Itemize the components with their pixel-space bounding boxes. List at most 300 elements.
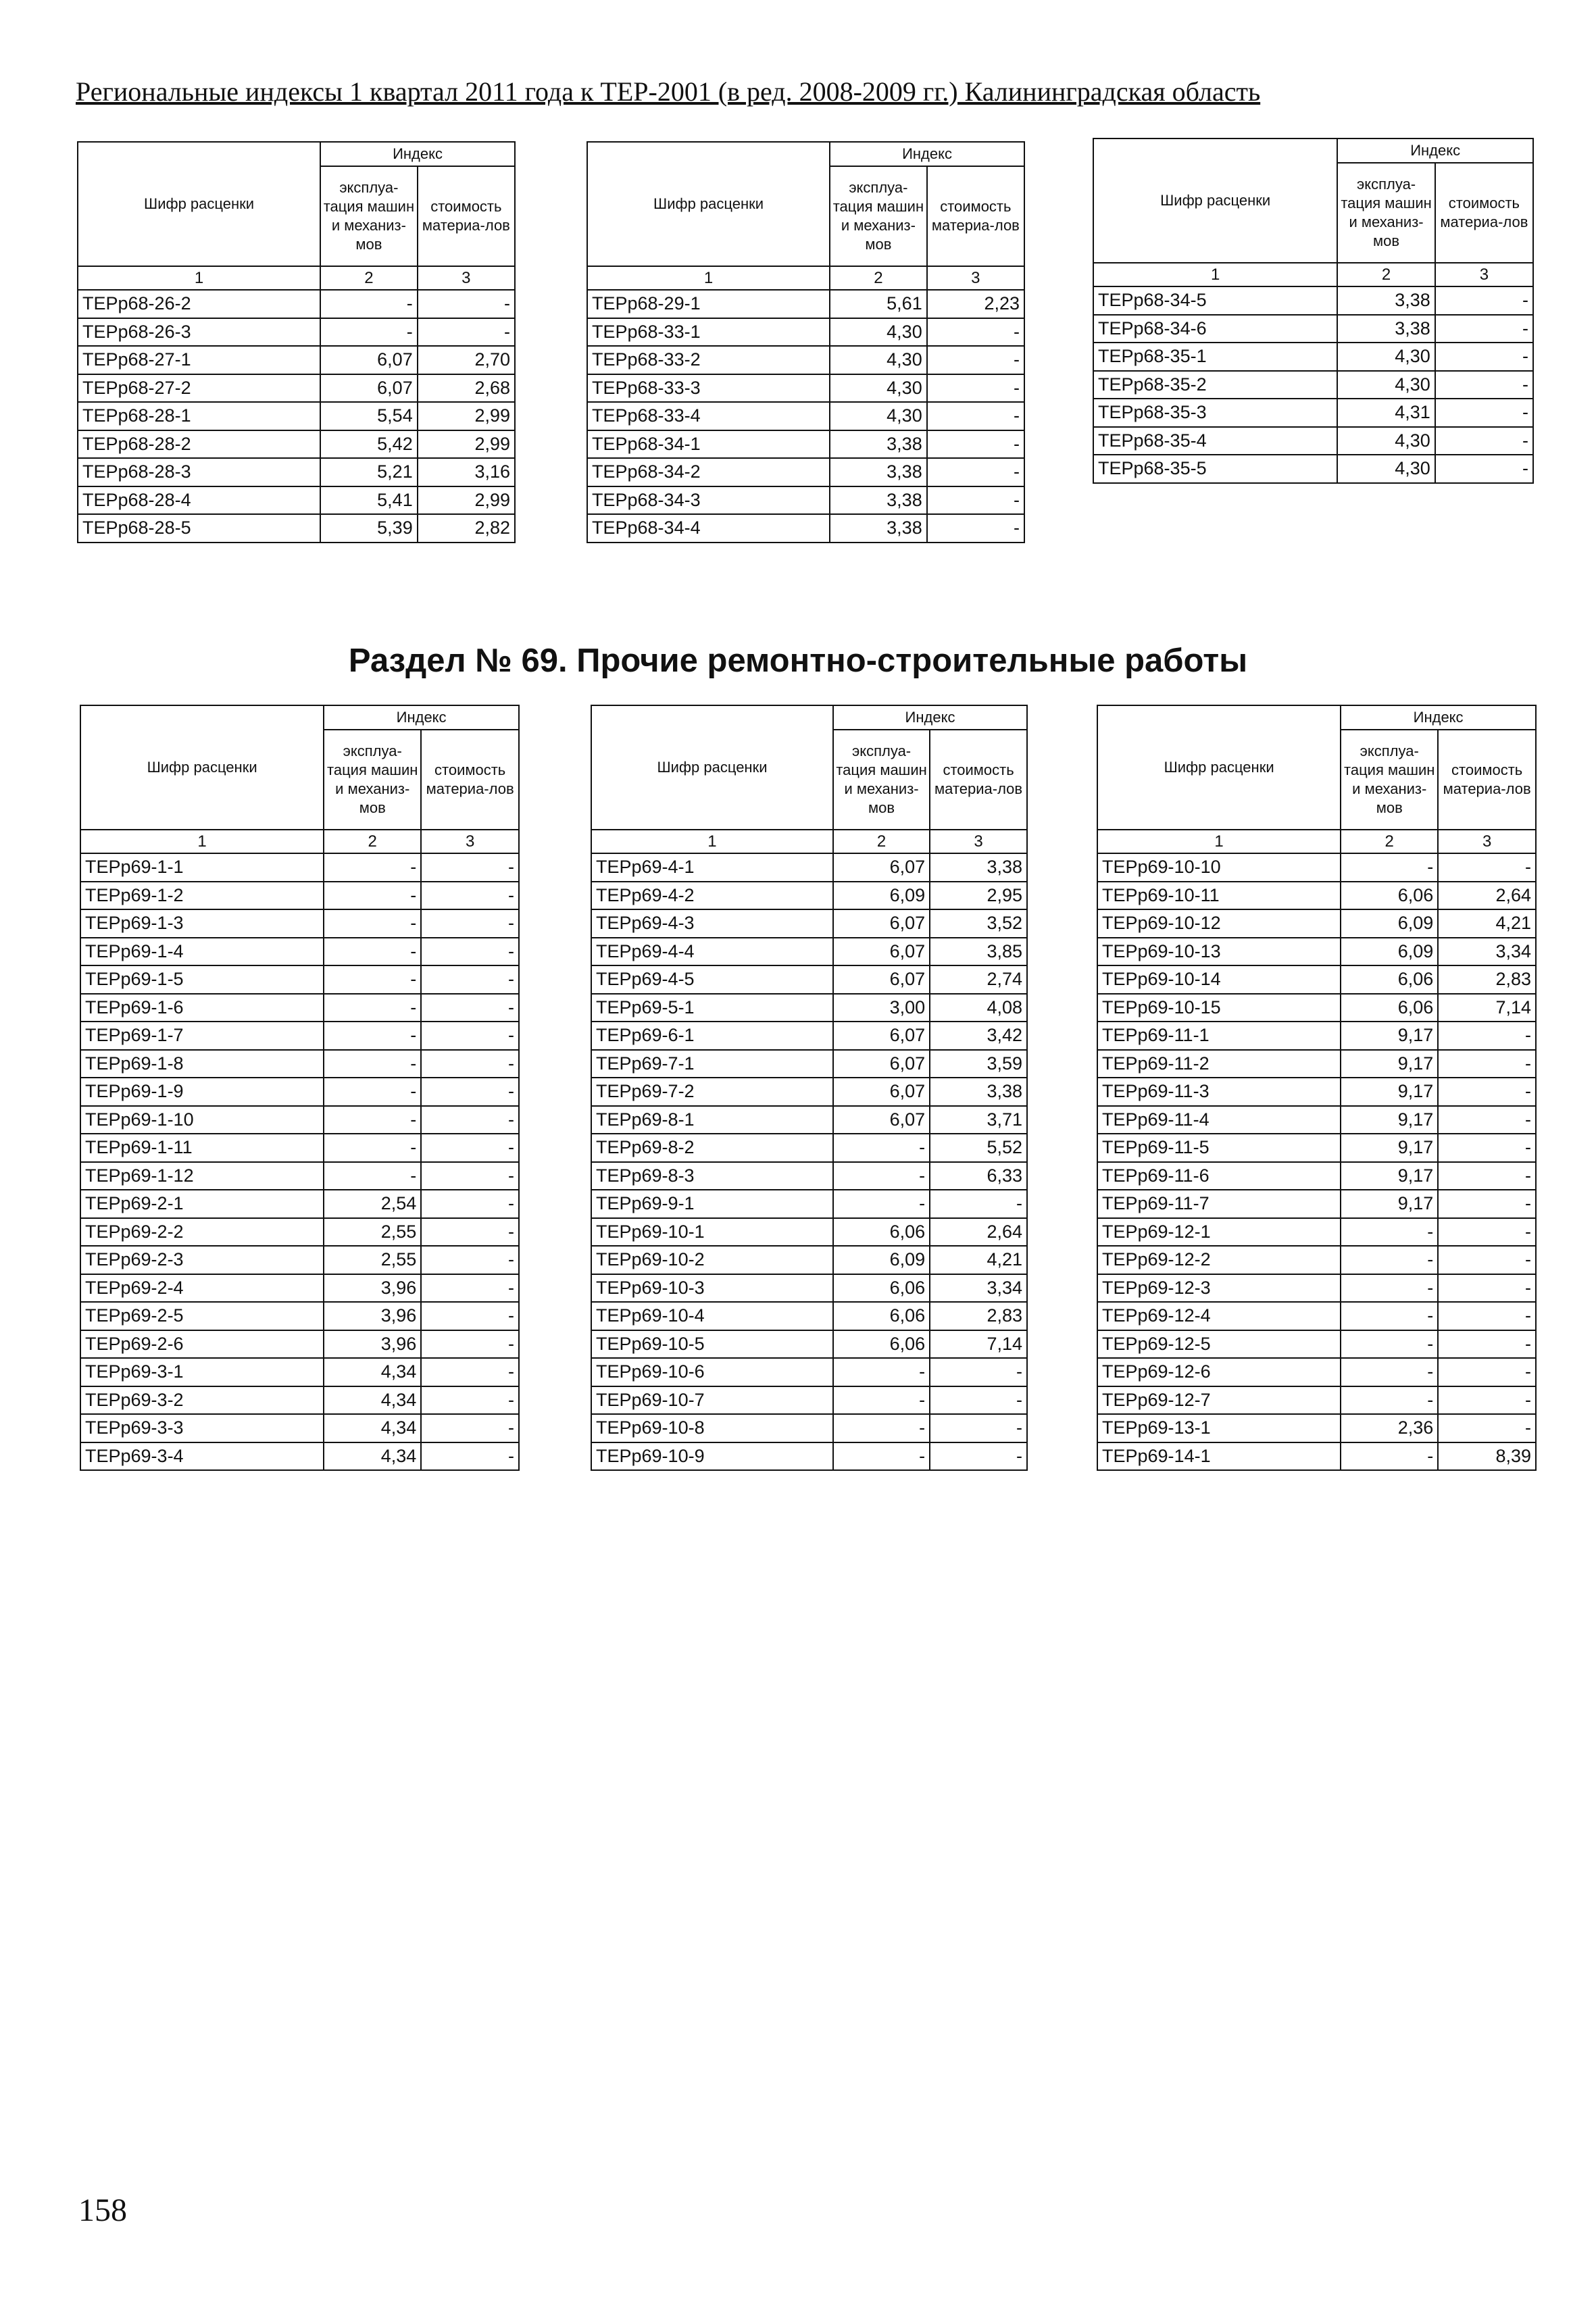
- rate-code-cell: ТЕРр69-10-14: [1097, 965, 1341, 994]
- index-group-header: Индекс: [833, 705, 1027, 730]
- materials-index-cell: -: [1438, 1414, 1536, 1442]
- machines-index-cell: -: [1341, 1302, 1438, 1330]
- table-row: [80, 1358, 519, 1386]
- table-row: [591, 1190, 1027, 1218]
- materials-index-cell: -: [421, 1162, 519, 1190]
- machines-index-cell: 9,17: [1341, 1078, 1438, 1106]
- rate-code-cell: ТЕРр69-11-7: [1097, 1190, 1341, 1218]
- materials-index-cell: 3,85: [930, 938, 1027, 966]
- code-column-header: Шифр расценки: [587, 142, 830, 266]
- rate-code-cell: ТЕРр68-33-2: [587, 346, 830, 374]
- rate-code-cell: ТЕРр69-12-3: [1097, 1274, 1341, 1303]
- table-row: [591, 1358, 1027, 1386]
- rate-code-cell: ТЕРр69-1-4: [80, 938, 324, 966]
- materials-index-cell: 2,64: [1438, 882, 1536, 910]
- column-number: 3: [1438, 830, 1536, 853]
- rate-code-cell: ТЕРр69-11-2: [1097, 1050, 1341, 1078]
- rate-code-cell: ТЕРр68-34-6: [1093, 315, 1337, 343]
- machines-index-cell: -: [833, 1358, 930, 1386]
- materials-column-header: стоимость материа-лов: [421, 730, 519, 830]
- table-row: [1097, 1162, 1536, 1190]
- rate-code-cell: ТЕРр69-10-10: [1097, 853, 1341, 882]
- machines-index-cell: 3,96: [324, 1330, 421, 1359]
- column-number: 2: [324, 830, 421, 853]
- rate-code-cell: ТЕРр68-29-1: [587, 290, 830, 318]
- materials-index-cell: -: [1438, 1162, 1536, 1190]
- rate-code-cell: ТЕРр69-1-12: [80, 1162, 324, 1190]
- rate-code-cell: ТЕРр69-1-10: [80, 1106, 324, 1134]
- table-row: [1097, 1330, 1536, 1359]
- materials-index-cell: -: [1438, 1358, 1536, 1386]
- machines-index-cell: 9,17: [1341, 1022, 1438, 1050]
- rate-code-cell: ТЕРр68-33-3: [587, 374, 830, 403]
- table-row: [591, 882, 1027, 910]
- index-table-69-a: [80, 705, 520, 1471]
- rate-code-cell: ТЕРр69-4-1: [591, 853, 833, 882]
- materials-index-cell: -: [930, 1386, 1027, 1415]
- materials-index-cell: 4,08: [930, 994, 1027, 1022]
- rate-code-cell: ТЕРр69-10-8: [591, 1414, 833, 1442]
- machines-index-cell: 4,34: [324, 1386, 421, 1415]
- table-row: [1093, 399, 1533, 427]
- rate-code-cell: ТЕРр69-3-4: [80, 1442, 324, 1471]
- materials-index-cell: -: [421, 1134, 519, 1162]
- materials-index-cell: -: [1438, 1050, 1536, 1078]
- rate-code-cell: ТЕРр69-4-5: [591, 965, 833, 994]
- materials-index-cell: -: [421, 1414, 519, 1442]
- machines-index-cell: 6,07: [833, 909, 930, 938]
- table-row: [591, 1078, 1027, 1106]
- materials-index-cell: 3,42: [930, 1022, 1027, 1050]
- table-row: [587, 290, 1024, 318]
- machines-index-cell: 5,21: [320, 458, 418, 486]
- rate-code-cell: ТЕРр69-10-15: [1097, 994, 1341, 1022]
- materials-index-cell: -: [421, 1106, 519, 1134]
- materials-column-header: стоимость материа-лов: [418, 166, 515, 266]
- index-table-69-b: [591, 705, 1028, 1471]
- materials-index-cell: 5,52: [930, 1134, 1027, 1162]
- rate-code-cell: ТЕРр69-3-2: [80, 1386, 324, 1415]
- materials-index-cell: -: [1438, 1246, 1536, 1274]
- table-row: [591, 1022, 1027, 1050]
- column-number: 2: [833, 830, 930, 853]
- table-row: [78, 458, 515, 486]
- machines-index-cell: -: [1341, 1218, 1438, 1247]
- table-row: [1097, 1386, 1536, 1415]
- machines-index-cell: 5,41: [320, 486, 418, 515]
- table-row: [80, 1190, 519, 1218]
- materials-column-header: стоимость материа-лов: [927, 166, 1024, 266]
- machines-index-cell: -: [1341, 1330, 1438, 1359]
- table-row: [587, 318, 1024, 347]
- machines-index-cell: 5,39: [320, 514, 418, 543]
- table-row: [587, 374, 1024, 403]
- rate-code-cell: ТЕРр68-34-3: [587, 486, 830, 515]
- materials-index-cell: -: [418, 318, 515, 347]
- machines-index-cell: 6,07: [833, 965, 930, 994]
- table-row: [1097, 994, 1536, 1022]
- column-number: 2: [1337, 263, 1435, 286]
- rate-code-cell: ТЕРр69-1-7: [80, 1022, 324, 1050]
- materials-index-cell: 3,34: [1438, 938, 1536, 966]
- materials-index-cell: -: [927, 374, 1024, 403]
- table-row: [78, 346, 515, 374]
- column-number: 3: [418, 266, 515, 290]
- table-row: [1097, 882, 1536, 910]
- materials-index-cell: 2,82: [418, 514, 515, 543]
- rate-code-cell: ТЕРр69-11-6: [1097, 1162, 1341, 1190]
- materials-index-cell: -: [1435, 399, 1533, 427]
- table-row: [1097, 938, 1536, 966]
- rate-code-cell: ТЕРр69-10-6: [591, 1358, 833, 1386]
- materials-index-cell: 3,38: [930, 1078, 1027, 1106]
- page-number: 158: [78, 2192, 127, 2228]
- materials-index-cell: -: [1435, 343, 1533, 371]
- table-row: [1097, 1302, 1536, 1330]
- column-number: 3: [1435, 263, 1533, 286]
- rate-code-cell: ТЕРр69-10-9: [591, 1442, 833, 1471]
- table-row: [1097, 1022, 1536, 1050]
- machines-index-cell: 5,61: [830, 290, 927, 318]
- materials-index-cell: 2,23: [927, 290, 1024, 318]
- machines-index-cell: -: [324, 1078, 421, 1106]
- materials-index-cell: -: [1438, 1078, 1536, 1106]
- index-group-header: Индекс: [830, 142, 1024, 166]
- machines-column-header: эксплуа-тация машин и механиз-мов: [833, 730, 930, 830]
- materials-index-cell: -: [421, 1302, 519, 1330]
- materials-index-cell: -: [421, 1330, 519, 1359]
- machines-column-header: эксплуа-тация машин и механиз-мов: [1341, 730, 1438, 830]
- materials-index-cell: 3,52: [930, 909, 1027, 938]
- machines-index-cell: -: [320, 318, 418, 347]
- table-row: [80, 909, 519, 938]
- rate-code-cell: ТЕРр69-11-4: [1097, 1106, 1341, 1134]
- column-number: 1: [591, 830, 833, 853]
- materials-index-cell: 3,16: [418, 458, 515, 486]
- machines-index-cell: -: [324, 1022, 421, 1050]
- table-row: [591, 1442, 1027, 1471]
- table-row: [80, 1442, 519, 1471]
- materials-index-cell: 2,83: [1438, 965, 1536, 994]
- table-row: [1093, 315, 1533, 343]
- materials-index-cell: 4,21: [930, 1246, 1027, 1274]
- materials-index-cell: 2,83: [930, 1302, 1027, 1330]
- rate-code-cell: ТЕРр68-35-3: [1093, 399, 1337, 427]
- materials-index-cell: -: [421, 882, 519, 910]
- machines-index-cell: 9,17: [1341, 1106, 1438, 1134]
- column-number: 1: [80, 830, 324, 853]
- table-row: [80, 938, 519, 966]
- machines-index-cell: 3,38: [830, 514, 927, 543]
- table-row: [1097, 1078, 1536, 1106]
- table-row: [591, 1414, 1027, 1442]
- rate-code-cell: ТЕРр69-1-2: [80, 882, 324, 910]
- column-number: 1: [587, 266, 830, 290]
- machines-index-cell: 3,38: [1337, 286, 1435, 315]
- rate-code-cell: ТЕРр69-3-3: [80, 1414, 324, 1442]
- machines-index-cell: -: [1341, 1358, 1438, 1386]
- column-number: 1: [1097, 830, 1341, 853]
- rate-code-cell: ТЕРр68-35-4: [1093, 427, 1337, 455]
- machines-index-cell: -: [1341, 1274, 1438, 1303]
- machines-index-cell: 4,30: [1337, 371, 1435, 399]
- materials-index-cell: -: [421, 1022, 519, 1050]
- machines-index-cell: -: [324, 994, 421, 1022]
- machines-index-cell: -: [320, 290, 418, 318]
- machines-index-cell: 3,96: [324, 1274, 421, 1303]
- index-table-68-a: [77, 141, 516, 543]
- rate-code-cell: ТЕРр69-10-3: [591, 1274, 833, 1303]
- table-row: [1097, 1134, 1536, 1162]
- table-row: [80, 1078, 519, 1106]
- table-row: [591, 965, 1027, 994]
- rate-code-cell: ТЕРр69-12-2: [1097, 1246, 1341, 1274]
- rate-code-cell: ТЕРр69-1-11: [80, 1134, 324, 1162]
- table-row: [1093, 427, 1533, 455]
- rate-code-cell: ТЕРр68-28-2: [78, 430, 320, 459]
- table-row: [78, 318, 515, 347]
- materials-index-cell: -: [1435, 286, 1533, 315]
- table-row: [587, 402, 1024, 430]
- materials-index-cell: 7,14: [1438, 994, 1536, 1022]
- materials-index-cell: 2,68: [418, 374, 515, 403]
- rate-code-cell: ТЕРр68-27-1: [78, 346, 320, 374]
- materials-index-cell: -: [1438, 1218, 1536, 1247]
- index-table-68-c: [1093, 138, 1534, 484]
- table-row: [80, 1302, 519, 1330]
- machines-index-cell: 3,38: [830, 430, 927, 459]
- machines-index-cell: 2,36: [1341, 1414, 1438, 1442]
- machines-column-header: эксплуа-тация машин и механиз-мов: [324, 730, 421, 830]
- machines-index-cell: 9,17: [1341, 1134, 1438, 1162]
- machines-index-cell: 3,38: [830, 486, 927, 515]
- machines-index-cell: 6,07: [833, 938, 930, 966]
- table-row: [1097, 1106, 1536, 1134]
- machines-index-cell: -: [833, 1162, 930, 1190]
- machines-index-cell: 6,07: [833, 1022, 930, 1050]
- rate-code-cell: ТЕРр69-11-5: [1097, 1134, 1341, 1162]
- table-row: [587, 486, 1024, 515]
- rate-code-cell: ТЕРр69-4-3: [591, 909, 833, 938]
- machines-index-cell: 6,07: [833, 1078, 930, 1106]
- rate-code-cell: ТЕРр68-35-1: [1093, 343, 1337, 371]
- rate-code-cell: ТЕРр69-14-1: [1097, 1442, 1341, 1471]
- table-row: [591, 1218, 1027, 1247]
- code-column-header: Шифр расценки: [80, 705, 324, 830]
- materials-index-cell: 6,33: [930, 1162, 1027, 1190]
- table-row: [80, 1386, 519, 1415]
- materials-index-cell: -: [927, 514, 1024, 543]
- materials-index-cell: -: [1435, 315, 1533, 343]
- rate-code-cell: ТЕРр68-33-1: [587, 318, 830, 347]
- materials-index-cell: -: [1438, 1386, 1536, 1415]
- table-row: [80, 1162, 519, 1190]
- machines-index-cell: 4,30: [830, 318, 927, 347]
- rate-code-cell: ТЕРр69-8-1: [591, 1106, 833, 1134]
- table-row: [80, 1050, 519, 1078]
- materials-index-cell: 2,95: [930, 882, 1027, 910]
- machines-index-cell: 6,09: [1341, 909, 1438, 938]
- rate-code-cell: ТЕРр69-10-1: [591, 1218, 833, 1247]
- machines-index-cell: -: [1341, 1246, 1438, 1274]
- machines-index-cell: 6,06: [833, 1330, 930, 1359]
- table-row: [78, 430, 515, 459]
- machines-index-cell: 6,07: [320, 346, 418, 374]
- column-number: 1: [1093, 263, 1337, 286]
- materials-index-cell: -: [418, 290, 515, 318]
- machines-index-cell: 6,06: [1341, 965, 1438, 994]
- table-row: [1093, 286, 1533, 315]
- rate-code-cell: ТЕРр68-28-3: [78, 458, 320, 486]
- machines-index-cell: -: [1341, 1442, 1438, 1471]
- materials-index-cell: -: [421, 1246, 519, 1274]
- materials-index-cell: -: [1438, 1134, 1536, 1162]
- table-row: [78, 486, 515, 515]
- materials-index-cell: 8,39: [1438, 1442, 1536, 1471]
- machines-index-cell: 6,09: [833, 1246, 930, 1274]
- table-row: [591, 1302, 1027, 1330]
- materials-index-cell: -: [421, 1078, 519, 1106]
- machines-index-cell: 6,07: [833, 1106, 930, 1134]
- materials-index-cell: -: [421, 938, 519, 966]
- rate-code-cell: ТЕРр69-10-5: [591, 1330, 833, 1359]
- code-column-header: Шифр расценки: [1093, 139, 1337, 263]
- table-row: [80, 882, 519, 910]
- rate-code-cell: ТЕРр69-1-9: [80, 1078, 324, 1106]
- machines-index-cell: -: [1341, 1386, 1438, 1415]
- machines-index-cell: 4,30: [830, 374, 927, 403]
- materials-index-cell: 4,21: [1438, 909, 1536, 938]
- machines-index-cell: 6,09: [1341, 938, 1438, 966]
- materials-index-cell: -: [421, 1274, 519, 1303]
- machines-index-cell: 2,54: [324, 1190, 421, 1218]
- machines-index-cell: 4,30: [830, 346, 927, 374]
- materials-index-cell: -: [930, 1442, 1027, 1471]
- rate-code-cell: ТЕРр68-27-2: [78, 374, 320, 403]
- rate-code-cell: ТЕРр68-34-5: [1093, 286, 1337, 315]
- table-row: [1093, 371, 1533, 399]
- materials-index-cell: -: [1438, 1106, 1536, 1134]
- machines-index-cell: -: [324, 1050, 421, 1078]
- rate-code-cell: ТЕРр69-12-1: [1097, 1218, 1341, 1247]
- materials-index-cell: -: [421, 994, 519, 1022]
- materials-index-cell: -: [1435, 455, 1533, 483]
- table-row: [587, 430, 1024, 459]
- rate-code-cell: ТЕРр69-2-4: [80, 1274, 324, 1303]
- materials-index-cell: -: [927, 458, 1024, 486]
- column-number: 1: [78, 266, 320, 290]
- code-column-header: Шифр расценки: [78, 142, 320, 266]
- table-row: [591, 994, 1027, 1022]
- table-row: [591, 909, 1027, 938]
- machines-index-cell: -: [833, 1386, 930, 1415]
- materials-index-cell: -: [1435, 371, 1533, 399]
- rate-code-cell: ТЕРр69-6-1: [591, 1022, 833, 1050]
- machines-index-cell: 4,34: [324, 1414, 421, 1442]
- materials-index-cell: -: [927, 486, 1024, 515]
- materials-index-cell: -: [930, 1190, 1027, 1218]
- table-row: [78, 374, 515, 403]
- table-row: [1097, 1414, 1536, 1442]
- table-row: [591, 1162, 1027, 1190]
- table-row: [1097, 1442, 1536, 1471]
- column-number: 2: [830, 266, 927, 290]
- materials-index-cell: 2,99: [418, 430, 515, 459]
- materials-index-cell: 2,70: [418, 346, 515, 374]
- materials-index-cell: -: [1438, 1190, 1536, 1218]
- materials-index-cell: -: [1438, 1274, 1536, 1303]
- machines-index-cell: 3,96: [324, 1302, 421, 1330]
- table-row: [80, 1022, 519, 1050]
- table-row: [80, 1246, 519, 1274]
- materials-index-cell: -: [1438, 1330, 1536, 1359]
- machines-index-cell: -: [833, 1190, 930, 1218]
- rate-code-cell: ТЕРр69-10-7: [591, 1386, 833, 1415]
- table-row: [80, 1274, 519, 1303]
- rate-code-cell: ТЕРр69-1-1: [80, 853, 324, 882]
- machines-index-cell: 9,17: [1341, 1190, 1438, 1218]
- materials-column-header: стоимость материа-лов: [1435, 163, 1533, 263]
- machines-index-cell: -: [1341, 853, 1438, 882]
- machines-index-cell: 6,06: [1341, 882, 1438, 910]
- rate-code-cell: ТЕРр69-2-5: [80, 1302, 324, 1330]
- column-number: 3: [421, 830, 519, 853]
- index-group-header: Индекс: [320, 142, 515, 166]
- machines-index-cell: -: [833, 1442, 930, 1471]
- machines-index-cell: -: [324, 1134, 421, 1162]
- rate-code-cell: ТЕРр69-2-3: [80, 1246, 324, 1274]
- machines-index-cell: 4,31: [1337, 399, 1435, 427]
- rate-code-cell: ТЕРр69-7-2: [591, 1078, 833, 1106]
- materials-index-cell: -: [421, 1218, 519, 1247]
- materials-index-cell: -: [930, 1358, 1027, 1386]
- rate-code-cell: ТЕРр69-13-1: [1097, 1414, 1341, 1442]
- rate-code-cell: ТЕРр69-12-7: [1097, 1386, 1341, 1415]
- table-row: [591, 1274, 1027, 1303]
- table-row: [587, 346, 1024, 374]
- machines-index-cell: -: [324, 1106, 421, 1134]
- machines-index-cell: 6,07: [320, 374, 418, 403]
- materials-index-cell: -: [927, 346, 1024, 374]
- rate-code-cell: ТЕРр69-5-1: [591, 994, 833, 1022]
- machines-index-cell: 6,06: [833, 1274, 930, 1303]
- machines-index-cell: 6,06: [1341, 994, 1438, 1022]
- rate-code-cell: ТЕРр68-34-4: [587, 514, 830, 543]
- table-row: [587, 514, 1024, 543]
- table-row: [1097, 1274, 1536, 1303]
- materials-index-cell: -: [927, 318, 1024, 347]
- table-row: [1097, 853, 1536, 882]
- table-row: [1097, 1050, 1536, 1078]
- materials-index-cell: 2,99: [418, 402, 515, 430]
- machines-index-cell: 4,30: [830, 402, 927, 430]
- rate-code-cell: ТЕРр69-1-5: [80, 965, 324, 994]
- machines-index-cell: 5,42: [320, 430, 418, 459]
- materials-index-cell: -: [421, 1386, 519, 1415]
- materials-index-cell: 2,64: [930, 1218, 1027, 1247]
- table-row: [591, 1386, 1027, 1415]
- machines-index-cell: 4,34: [324, 1358, 421, 1386]
- rate-code-cell: ТЕРр69-10-4: [591, 1302, 833, 1330]
- rate-code-cell: ТЕРр69-4-2: [591, 882, 833, 910]
- page-header-title: Региональные индексы 1 квартал 2011 года к ТЕР-2001 (в ред. 2008-2009 гг.) Калининградская область: [76, 76, 1261, 107]
- rate-code-cell: ТЕРр69-2-6: [80, 1330, 324, 1359]
- table-row: [1097, 1190, 1536, 1218]
- materials-index-cell: 3,59: [930, 1050, 1027, 1078]
- rate-code-cell: ТЕРр68-35-5: [1093, 455, 1337, 483]
- rate-code-cell: ТЕРр68-28-4: [78, 486, 320, 515]
- machines-index-cell: -: [324, 909, 421, 938]
